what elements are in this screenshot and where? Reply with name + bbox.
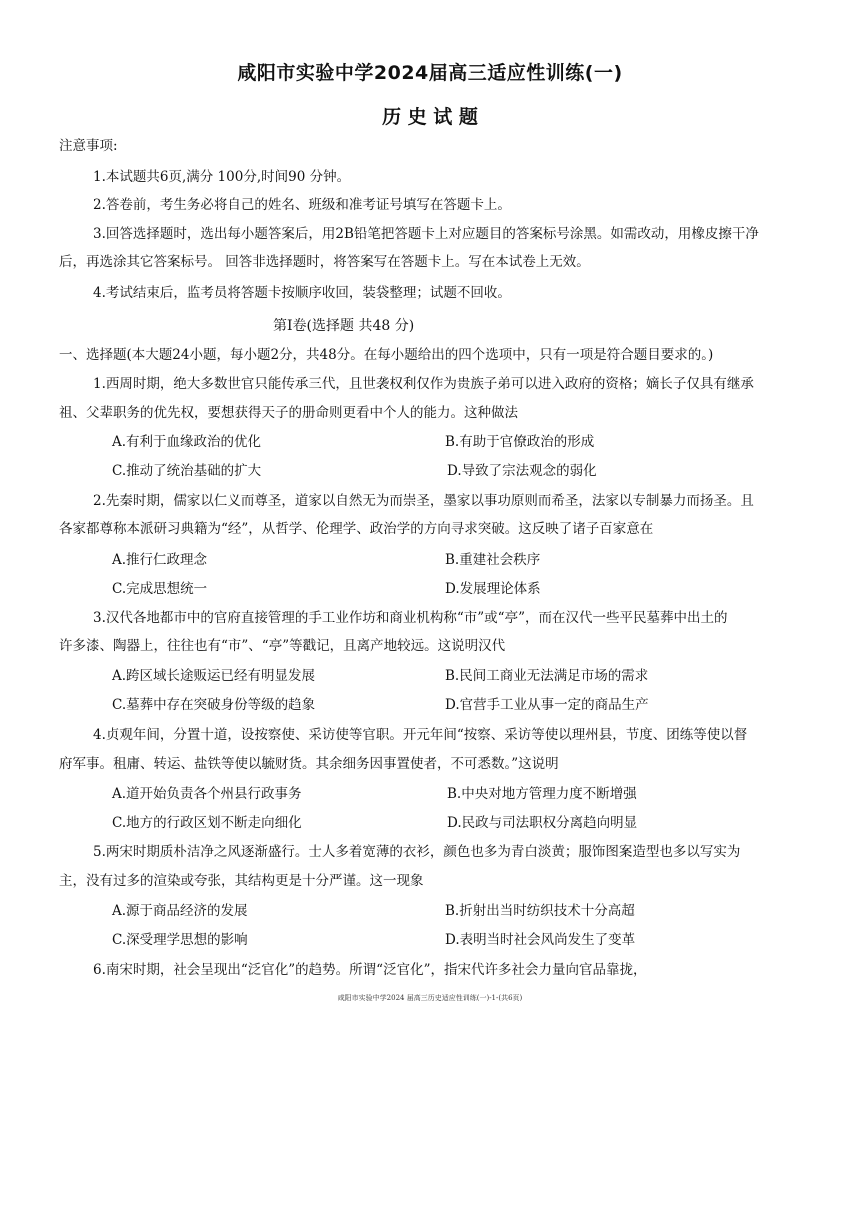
question-3-option-d: D.官营手工业从事一定的商品生产 xyxy=(445,697,649,713)
exam-title: 咸阳市实验中学2024届高三适应性训练(一) xyxy=(237,62,623,84)
question-5-stem-line-2: 主，没有过多的渲染或夸张，其结构更是十分严谨。这一现象 xyxy=(59,873,424,889)
question-1-option-d: D.导致了宗法观念的弱化 xyxy=(447,463,597,479)
question-4-option-d: D.民政与司法职权分离趋向明显 xyxy=(447,815,638,831)
question-1-option-c: C.推动了统治基础的扩大 xyxy=(112,463,262,479)
question-3-stem-line-2: 许多漆、陶器上，往往也有“市”、“亭”等戳记，且离产地较远。这说明汉代 xyxy=(59,638,506,654)
question-2-stem-line-1: 2.先秦时期，儒家以仁义而尊圣，道家以自然无为而崇圣，墨家以事功原则而希圣，法家以专制暴力而扬圣。且 xyxy=(93,493,754,509)
question-2-option-c: C.完成思想统一 xyxy=(112,581,208,597)
note-item-3-line-2: 后，再选涂其它答案标号。 回答非选择题时，将答案写在答题卡上。写在本试卷上无效。 xyxy=(59,254,590,270)
note-item-1: 1.本试题共6页,满分 100分,时间90 分钟。 xyxy=(93,169,351,185)
question-3-option-a: A.跨区域长途贩运已经有明显发展 xyxy=(112,668,316,684)
question-1-stem-line-1: 1.西周时期，绝大多数世官只能传承三代，且世袭权利仅作为贵族子弟可以进入政府的资格；嫡长子仅具有继承 xyxy=(93,376,754,392)
note-item-2: 2.答卷前，考生务必将自己的姓名、班级和准考证号填写在答题卡上。 xyxy=(93,197,511,213)
note-item-4: 4.考试结束后，监考员将答题卡按顺序收回，装袋整理；试题不回收。 xyxy=(93,285,511,301)
question-4-stem-line-2: 府军事。租庸、转运、盐铁等使以毓财货。其余细务因事置使者，不可悉数。”这说明 xyxy=(59,756,559,772)
question-4-option-a: A.道开始负责各个州县行政事务 xyxy=(112,786,302,802)
question-4-option-c: C.地方的行政区划不断走向细化 xyxy=(112,815,302,831)
question-4-stem-line-1: 4.贞观年间，分置十道，设按察使、采访使等官职。开元年间“按察、采访等使以理州县，节度、团练等使以督 xyxy=(93,727,748,743)
question-2-option-d: D.发展理论体系 xyxy=(445,581,541,597)
question-1-option-a: A.有利于血缘政治的优化 xyxy=(112,434,262,450)
question-3-stem-line-1: 3.汉代各地都市中的官府直接管理的手工业作坊和商业机构称“市”或“亭”，而在汉代一些平民墓葬中出土的 xyxy=(93,610,728,626)
question-4-option-b: B.中央对地方管理力度不断增强 xyxy=(447,786,637,802)
question-3-option-c: C.墓葬中存在突破身份等级的趋象 xyxy=(112,697,316,713)
question-1-option-b: B.有助于官僚政治的形成 xyxy=(445,434,595,450)
section-instruction: 一、选择题(本大题24小题，每小题2分，共48分。在每小题给出的四个选项中，只有一项是符合题目要求的。) xyxy=(59,347,714,363)
question-2-stem-line-2: 各家都尊称本派研习典籍为“经”，从哲学、伦理学、政治学的方向寻求突破。这反映了诸子百家意在 xyxy=(59,521,654,537)
question-6-stem-line-1: 6.南宋时期，社会呈现出“泛官化”的趋势。所谓“泛官化”，指宋代许多社会力量向官品靠拢， xyxy=(93,962,647,978)
section-heading: 第Ⅰ卷(选择题 共48 分) xyxy=(273,318,415,334)
question-3-option-b: B.民间工商业无法满足市场的需求 xyxy=(445,668,649,684)
question-5-option-c: C.深受理学思想的影响 xyxy=(112,932,248,948)
question-2-option-b: B.重建社会秩序 xyxy=(445,552,541,568)
question-5-option-d: D.表明当时社会风尚发生了变革 xyxy=(445,932,636,948)
question-5-option-b: B.折射出当时纺织技术十分高超 xyxy=(445,903,635,919)
question-5-option-a: A.源于商品经济的发展 xyxy=(112,903,248,919)
question-1-stem-line-2: 祖、父辈职务的优先权，要想获得天子的册命则更看中个人的能力。这种做法 xyxy=(59,405,518,421)
note-item-3-line-1: 3.回答选择题时，选出每小题答案后，用2B铅笔把答题卡上对应题目的答案标号涂黑。如需改动，用橡皮擦干净 xyxy=(93,226,759,242)
notes-heading: 注意事项: xyxy=(59,138,118,154)
question-2-option-a: A.推行仁政理念 xyxy=(112,552,208,568)
subject-title: 历 史 试 题 xyxy=(382,106,478,128)
page-footer: 咸阳市实验中学2024 届高三历史适应性训练(一)-1-(共6页) xyxy=(337,994,523,1002)
question-5-stem-line-1: 5.两宋时期质朴洁净之风逐渐盛行。士人多着宽薄的衣衫，颜色也多为青白淡黄；服饰图案造型也多以写实为 xyxy=(93,844,741,860)
